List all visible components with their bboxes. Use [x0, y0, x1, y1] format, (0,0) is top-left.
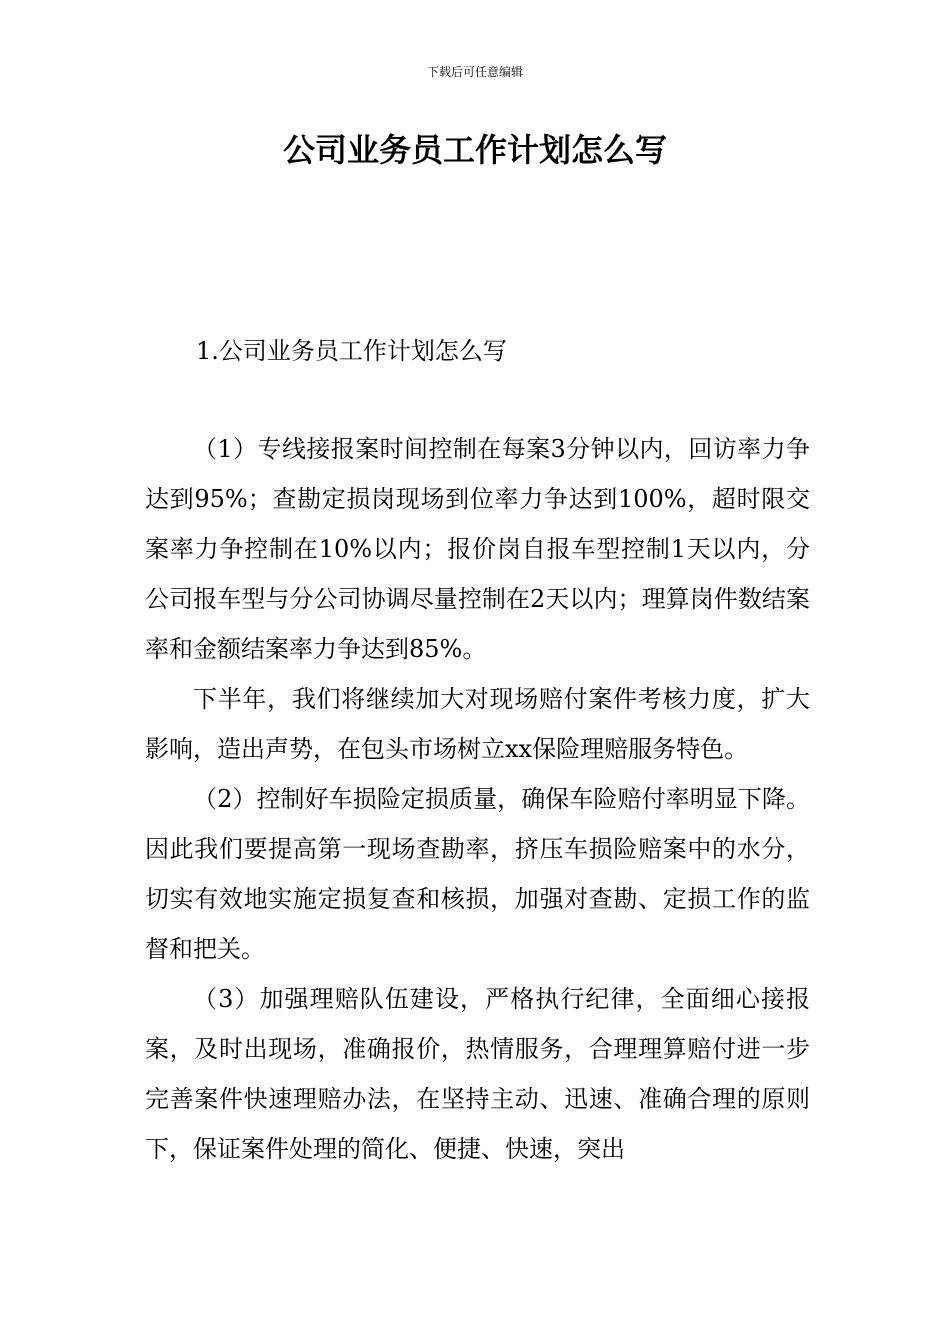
header-note: 下载后可任意编辑 — [426, 65, 523, 79]
paragraph: （1）专线接报案时间控制在每案3分钟以内，回访率力争达到95%；查勘定损岗现场到位率力争达到100%，超时限交案率力争控制在10%以内；报价岗自报车型控制1天以内，分公司报车型与分公司协调尽量控制在2天以内；理算岗件数结案率和金额结案率力争达到85%。 — [145, 435, 810, 663]
paragraph: 下半年，我们将继续加大对现场赔付案件考核力度，扩大影响，造出声势，在包头市场树立xx保险理赔服务特色。 — [145, 685, 810, 763]
paragraph: （3）加强理赔队伍建设，严格执行纪律，全面细心接报案，及时出现场，准确报价，热情服务，合理理算赔付进一步完善案件快速理赔办法，在坚持主动、迅速、准确合理的原则下，保证案件处理的简化、便捷、快速，突出 — [145, 985, 810, 1163]
document-title: 公司业务员工作计划怎么写 — [282, 131, 667, 169]
paragraph: （2）控制好车损险定损质量，确保车险赔付率明显下降。因此我们要提高第一现场查勘率，挤压车损险赔案中的水分，切实有效地实施定损复查和核损，加强对查勘、定损工作的监督和把关。 — [145, 785, 810, 963]
document-body — [145, 424, 810, 1174]
section-heading: 1.公司业务员工作计划怎么写 — [196, 337, 507, 365]
